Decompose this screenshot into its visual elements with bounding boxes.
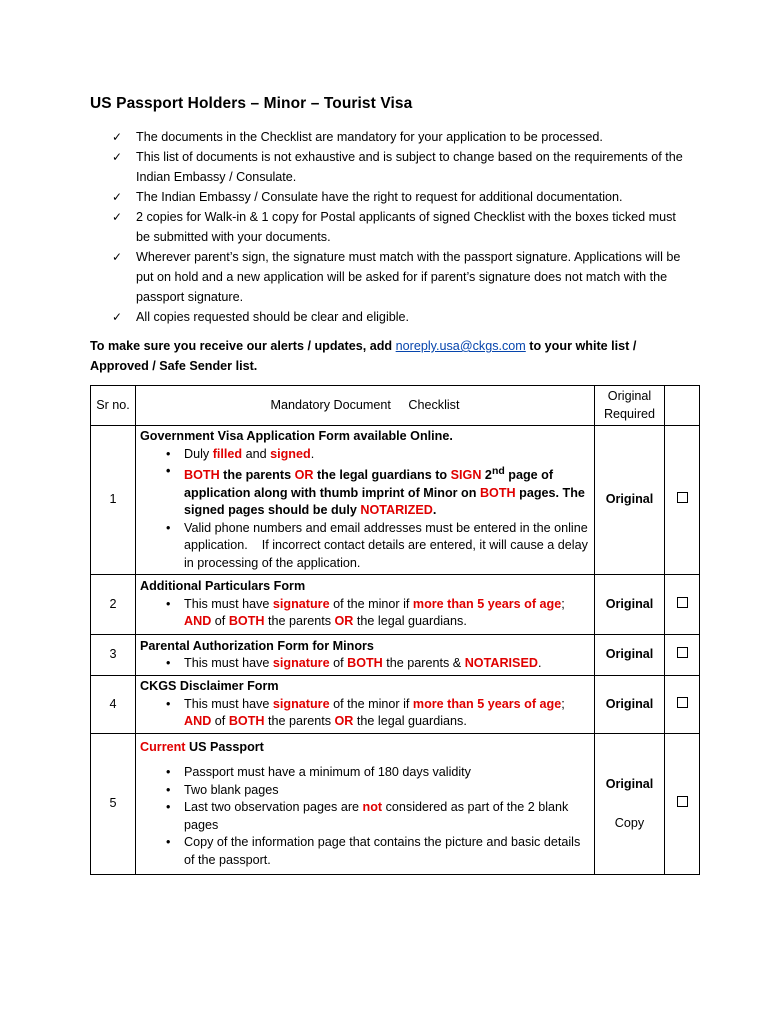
row-original-required: Original Copy (595, 734, 665, 875)
check-mark-icon: ✓ (112, 130, 123, 144)
list-item: • Last two observation pages are not considered as part of the 2 blank pages (184, 799, 590, 834)
row-sr-no: 1 (91, 426, 136, 575)
row-document (136, 734, 595, 875)
checkbox-icon[interactable] (677, 697, 688, 708)
list-item: • This must have signature of the minor if more than 5 years of age; AND of BOTH the parents OR the legal guardians. (184, 696, 590, 731)
row-original-required: Original (595, 676, 665, 734)
checkbox-icon[interactable] (677, 647, 688, 658)
row-tick-box[interactable] (665, 676, 700, 734)
requirement-list (140, 696, 590, 731)
check-mark-icon: ✓ (112, 190, 123, 204)
row-sr-no: 2 (91, 575, 136, 635)
table-header-row (91, 386, 700, 426)
check-mark-icon: ✓ (112, 210, 123, 224)
list-item: • Copy of the information page that contains the picture and basic details of the passport. (184, 834, 590, 869)
table-row (91, 734, 700, 875)
copy-label: Copy (614, 816, 645, 831)
checkbox-icon[interactable] (677, 597, 688, 608)
document-title: Parental Authorization Form for Minors (140, 638, 374, 653)
table-row (91, 426, 700, 575)
check-mark-icon: ✓ (112, 310, 123, 324)
row-tick-box[interactable] (665, 635, 700, 676)
row-original-required: Original (595, 426, 665, 575)
document-title: Additional Particulars Form (140, 579, 306, 594)
list-item: • BOTH the parents OR the legal guardians to SIGN 2nd page of application along with thumb imprint of Minor on BOTH pages. The signed pages should be duly NOTARIZED. (184, 463, 590, 520)
document-title: Government Visa Application Form available Online. (140, 429, 453, 443)
requirement-list (140, 764, 590, 869)
header-sr-no: Sr no. (91, 386, 136, 426)
header-tick-column (665, 386, 700, 426)
row-tick-box[interactable] (665, 575, 700, 635)
list-item: • Two blank pages (184, 782, 590, 800)
note-item: ✓ This list of documents is not exhaustive and is subject to change based on the requirements of the Indian Embassy / Consulate. (112, 147, 692, 187)
row-document (136, 676, 595, 734)
row-document (136, 426, 595, 575)
row-original-required: Original (595, 575, 665, 635)
header-original-required: Original Required (595, 386, 665, 426)
document-checklist-table (90, 385, 700, 875)
table-row (91, 575, 700, 635)
checkbox-icon[interactable] (677, 796, 688, 807)
page-title: US Passport Holders – Minor – Tourist Visa (90, 95, 413, 112)
table-row (91, 635, 700, 676)
row-sr-no: 3 (91, 635, 136, 676)
checkbox-icon[interactable] (677, 492, 688, 503)
document-title: Current US Passport (140, 739, 264, 754)
list-item: • Passport must have a minimum of 180 days validity (184, 764, 590, 782)
row-sr-no: 5 (91, 734, 136, 875)
requirement-list (140, 655, 590, 673)
list-item: • Valid phone numbers and email addresses must be entered in the online application. If incorrect contact details are entered, it will cause a delay in processing of the application. (184, 520, 590, 573)
note-item: ✓ The documents in the Checklist are mandatory for your application to be processed. (112, 127, 692, 147)
checklist-notes (112, 127, 692, 327)
row-sr-no: 4 (91, 676, 136, 734)
note-item: ✓ The Indian Embassy / Consulate have the right to request for additional documentation. (112, 187, 692, 207)
note-item: ✓ 2 copies for Walk-in & 1 copy for Postal applicants of signed Checklist with the boxes ticked must be submitted with your documents. (112, 207, 692, 247)
document-title: CKGS Disclaimer Form (140, 679, 279, 694)
row-tick-box[interactable] (665, 426, 700, 575)
row-document (136, 635, 595, 676)
safe-sender-notice: To make sure you receive our alerts / updates, add noreply.usa@ckgs.com to your white list / Approved / Safe Sender list. (90, 339, 637, 373)
note-item: ✓ Wherever parent’s sign, the signature must match with the passport signature. Applications will be put on hold and a new application will be asked for if parent’s signature does not match with the passport signature. (112, 247, 692, 307)
list-item: • Duly filled and signed. (184, 446, 590, 464)
list-item: • This must have signature of BOTH the parents & NOTARISED. (184, 655, 590, 673)
requirement-list (140, 596, 590, 631)
list-item: • This must have signature of the minor if more than 5 years of age; AND of BOTH the parents OR the legal guardians. (184, 596, 590, 631)
check-mark-icon: ✓ (112, 150, 123, 164)
requirement-list (140, 446, 590, 573)
note-item: ✓ All copies requested should be clear and eligible. (112, 307, 692, 327)
row-document (136, 575, 595, 635)
check-mark-icon: ✓ (112, 250, 123, 264)
row-original-required: Original (595, 635, 665, 676)
table-row (91, 676, 700, 734)
header-mandatory-document: Mandatory Document Checklist (136, 386, 595, 426)
row-tick-box[interactable] (665, 734, 700, 875)
email-link[interactable]: noreply.usa@ckgs.com (395, 339, 526, 353)
